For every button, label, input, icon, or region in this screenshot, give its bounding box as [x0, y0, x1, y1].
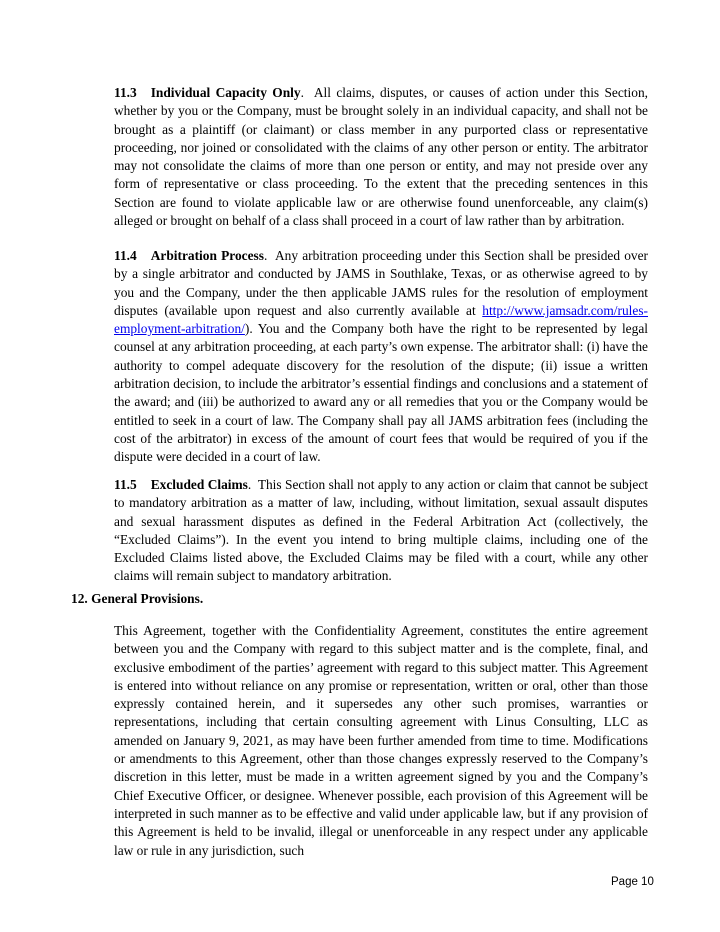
- general-provisions-text: This Agreement, together with the Confidentiality Agreement, constitutes the entire agreement between you and the Company with regard to this subject matter and is the complete, final, and exclusive embodiment of the parties’ agreement with regard to this subject matter. This Agreement is entered into without reliance on any promise or representation, written or oral, other than those expressly contained herein, and it supersedes any other such promises, warranties or representations, including that certain consulting agreement with Linus Consulting, LLC as amended on January 9, 2021, as may have been further amended from time to time. Modifications or amendments to this Agreement, other than those changes expressly reserved to the Company’s discretion in this letter, must be made in a written agreement signed by you and the Company’s Chief Executive Officer, or designee. Whenever possible, each provision of this Agreement will be interpreted in such manner as to be effective and valid under applicable law, but if any provision of this Agreement is held to be invalid, illegal or unenforceable in any respect under any applicable law or rule in any jurisdiction, such: [114, 623, 648, 858]
- page-number: Page 10: [611, 876, 654, 888]
- section-heading: Arbitration Process: [150, 248, 264, 263]
- section-11-3: 11.3 Individual Capacity Only. All claims, disputes, or causes of action under this Section, whether by you or the Company, must be brought solely in an individual capacity, and shall not be brought as a plaintiff (or claimant) or class member in any purported class or representative proceeding, nor joined or consolidated with the claims of any other person or entity. The arbitrator may not consolidate the claims of more than one person or entity, and may not preside over any form of representative or class proceeding. To the extent that the preceding sentences in this Section are found to violate applicable law or are otherwise found unenforceable, any claim(s) alleged or brought on behalf of a class shall proceed in a court of law rather than by arbitration.: [114, 85, 648, 229]
- section-text-before-link: Any arbitration proceeding under this Section shall be presided over by a single arbitrator and conducted by JAMS in Southlake, Texas, or as otherwise agreed to by you and the Company, under the then applicable JAMS rules for the resolution of employment disputes (available upon request and also currently available at: [114, 248, 649, 318]
- section-text: All claims, disputes, or causes of action under this Section, whether by you or the Company, must be brought solely in an individual capacity, and shall not be brought as a plaintiff (or claimant) or class member in any purported class or representative proceeding, nor joined or consolidated with the claims of any other person or entity. The arbitrator may not consolidate the claims of more than one person or entity, and may not preside over any form of representative or class proceeding. To the extent that the preceding sentences in this Section are found to violate applicable law or are otherwise found unenforceable, any claim(s) alleged or brought on behalf of a class shall proceed in a court of law rather than by arbitration.: [114, 85, 648, 229]
- section-number: 11.3: [114, 85, 137, 100]
- jams-rules-link[interactable]: http://www.jamsadr.com/rules-employment-arbitration/: [114, 302, 648, 337]
- section-number: 11.4: [114, 248, 137, 263]
- section-11-4: 11.4 Arbitration Process. Any arbitration proceeding under this Section shall be presided over by a single arbitrator and conducted by JAMS in Southlake, Texas, or as otherwise agreed to by you and the Company, under the then applicable JAMS rules for the resolution of employment disputes (available upon request and also currently available at http://www.jamsadr.com/rules-employment-arbitration/). You and the Company both have the right to be represented by legal counsel at any arbitration proceeding, at each party’s own expense. The arbitrator shall: (i) have the authority to compel adequate discovery for the resolution of the dispute; (ii) issue a written arbitration decision, to include the arbitrator’s essential findings and conclusions and a statement of the award; and (iii) be authorized to award any or all remedies that you or the Company would be entitled to seek in a court of law. The Company shall pay all JAMS arbitration fees (including the cost of the arbitrator) in excess of the amount of court fees that would be required of you if the dispute were decided in a court of law.: [114, 248, 649, 465]
- section-heading: Individual Capacity Only: [150, 85, 301, 100]
- general-provisions-heading: 12. General Provisions.: [71, 591, 204, 606]
- section-text: This Section shall not apply to any action or claim that cannot be subject to mandatory arbitration as a matter of law, including, without limitation, sexual assault disputes and sexual harassment disputes as defined in the Federal Arbitration Act (collectively, the “Excluded Claims”). In the event you intend to bring multiple claims, including one of the Excluded Claims listed above, the Excluded Claims may be filed with a court, while any other claims will remain subject to mandatory arbitration.: [114, 477, 648, 584]
- section-text-after-link: ). You and the Company both have the right to be represented by legal counsel at any arbitration proceeding, at each party’s own expense. The arbitrator shall: (i) have the authority to compel adequate discovery for the resolution of the dispute; (ii) issue a written arbitration decision, to include the arbitrator’s essential findings and conclusions and a statement of the award; and (iii) be authorized to award any or all remedies that you or the Company would be entitled to seek in a court of law. The Company shall pay all JAMS arbitration fees (including the cost of the arbitrator) in excess of the amount of court fees that would be required of you if the dispute were decided in a court of law.: [114, 321, 648, 465]
- section-11-5: 11.5 Excluded Claims. This Section shall not apply to any action or claim that cannot be subject to mandatory arbitration as a matter of law, including, without limitation, sexual assault disputes and sexual harassment disputes as defined in the Federal Arbitration Act (collectively, the “Excluded Claims”). In the event you intend to bring multiple claims, including one of the Excluded Claims listed above, the Excluded Claims may be filed with a court, while any other claims will remain subject to mandatory arbitration.: [114, 477, 648, 584]
- section-heading: Excluded Claims: [150, 477, 248, 492]
- section-number: 11.5: [114, 477, 137, 492]
